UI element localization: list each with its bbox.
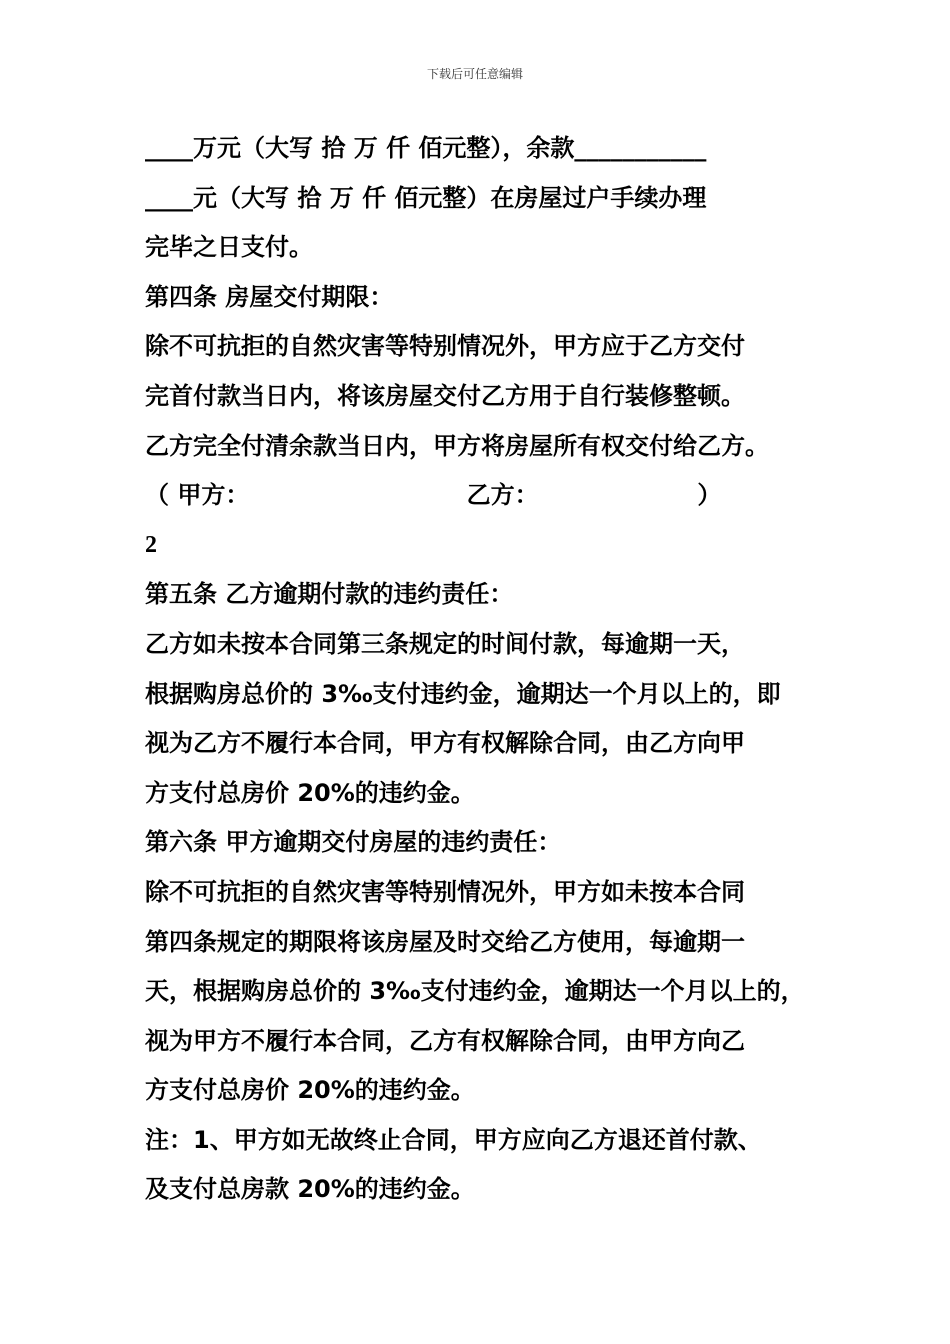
- text-line: 乙方如未按本合同第三条规定的时间付款，每逾期一天，: [145, 629, 745, 658]
- text-line: 方支付总房价 20%的违约金。: [145, 778, 475, 807]
- section-heading-5: 第五条 乙方逾期付款的违约责任：: [145, 580, 514, 609]
- section-heading-4: 第四条 房屋交付期限：: [145, 282, 394, 311]
- text-line: 乙方完全付清余款当日内，甲方将房屋所有权交付给乙方。: [145, 431, 769, 460]
- header-note: 下载后可任意编辑: [426, 67, 523, 81]
- text-line: 除不可抗拒的自然灾害等特别情况外，甲方应于乙方交付: [145, 332, 745, 361]
- section-heading-6: 第六条 甲方逾期交付房屋的违约责任：: [145, 828, 562, 857]
- text-line: 方支付总房价 20%的违约金。: [145, 1076, 475, 1105]
- text-line: ____万元（大写 拾 万 仟 佰元整），余款___________: [145, 134, 707, 162]
- text-line: ____元（大写 拾 万 仟 佰元整）在房屋过户手续办理: [145, 183, 707, 212]
- note-line: 及支付总房款 20%的违约金。: [145, 1175, 475, 1204]
- text-line: 视为甲方不履行本合同，乙方有权解除合同，由甲方向乙: [145, 1026, 745, 1055]
- document-body: [145, 124, 845, 1215]
- text-line: 根据购房总价的 3‰支付违约金，逾期达一个月以上的，即: [145, 679, 781, 708]
- note-line: 注：1、甲方如无故终止合同，甲方应向乙方退还首付款、: [145, 1125, 762, 1154]
- text-line: 完首付款当日内，将该房屋交付乙方用于自行装修整顿。: [145, 381, 745, 410]
- text-line: 第四条规定的期限将该房屋及时交给乙方使用，每逾期一: [145, 927, 745, 956]
- text-line: 天，根据购房总价的 3‰支付违约金，逾期达一个月以上的，: [145, 977, 805, 1006]
- signature-line: （ 甲方： 乙方： ）: [145, 481, 722, 510]
- text-line: 除不可抗拒的自然灾害等特别情况外，甲方如未按本合同: [145, 877, 745, 906]
- page-number: 2: [145, 531, 157, 558]
- text-line: 完毕之日支付。: [145, 233, 313, 262]
- text-line: 视为乙方不履行本合同，甲方有权解除合同，由乙方向甲: [145, 729, 745, 758]
